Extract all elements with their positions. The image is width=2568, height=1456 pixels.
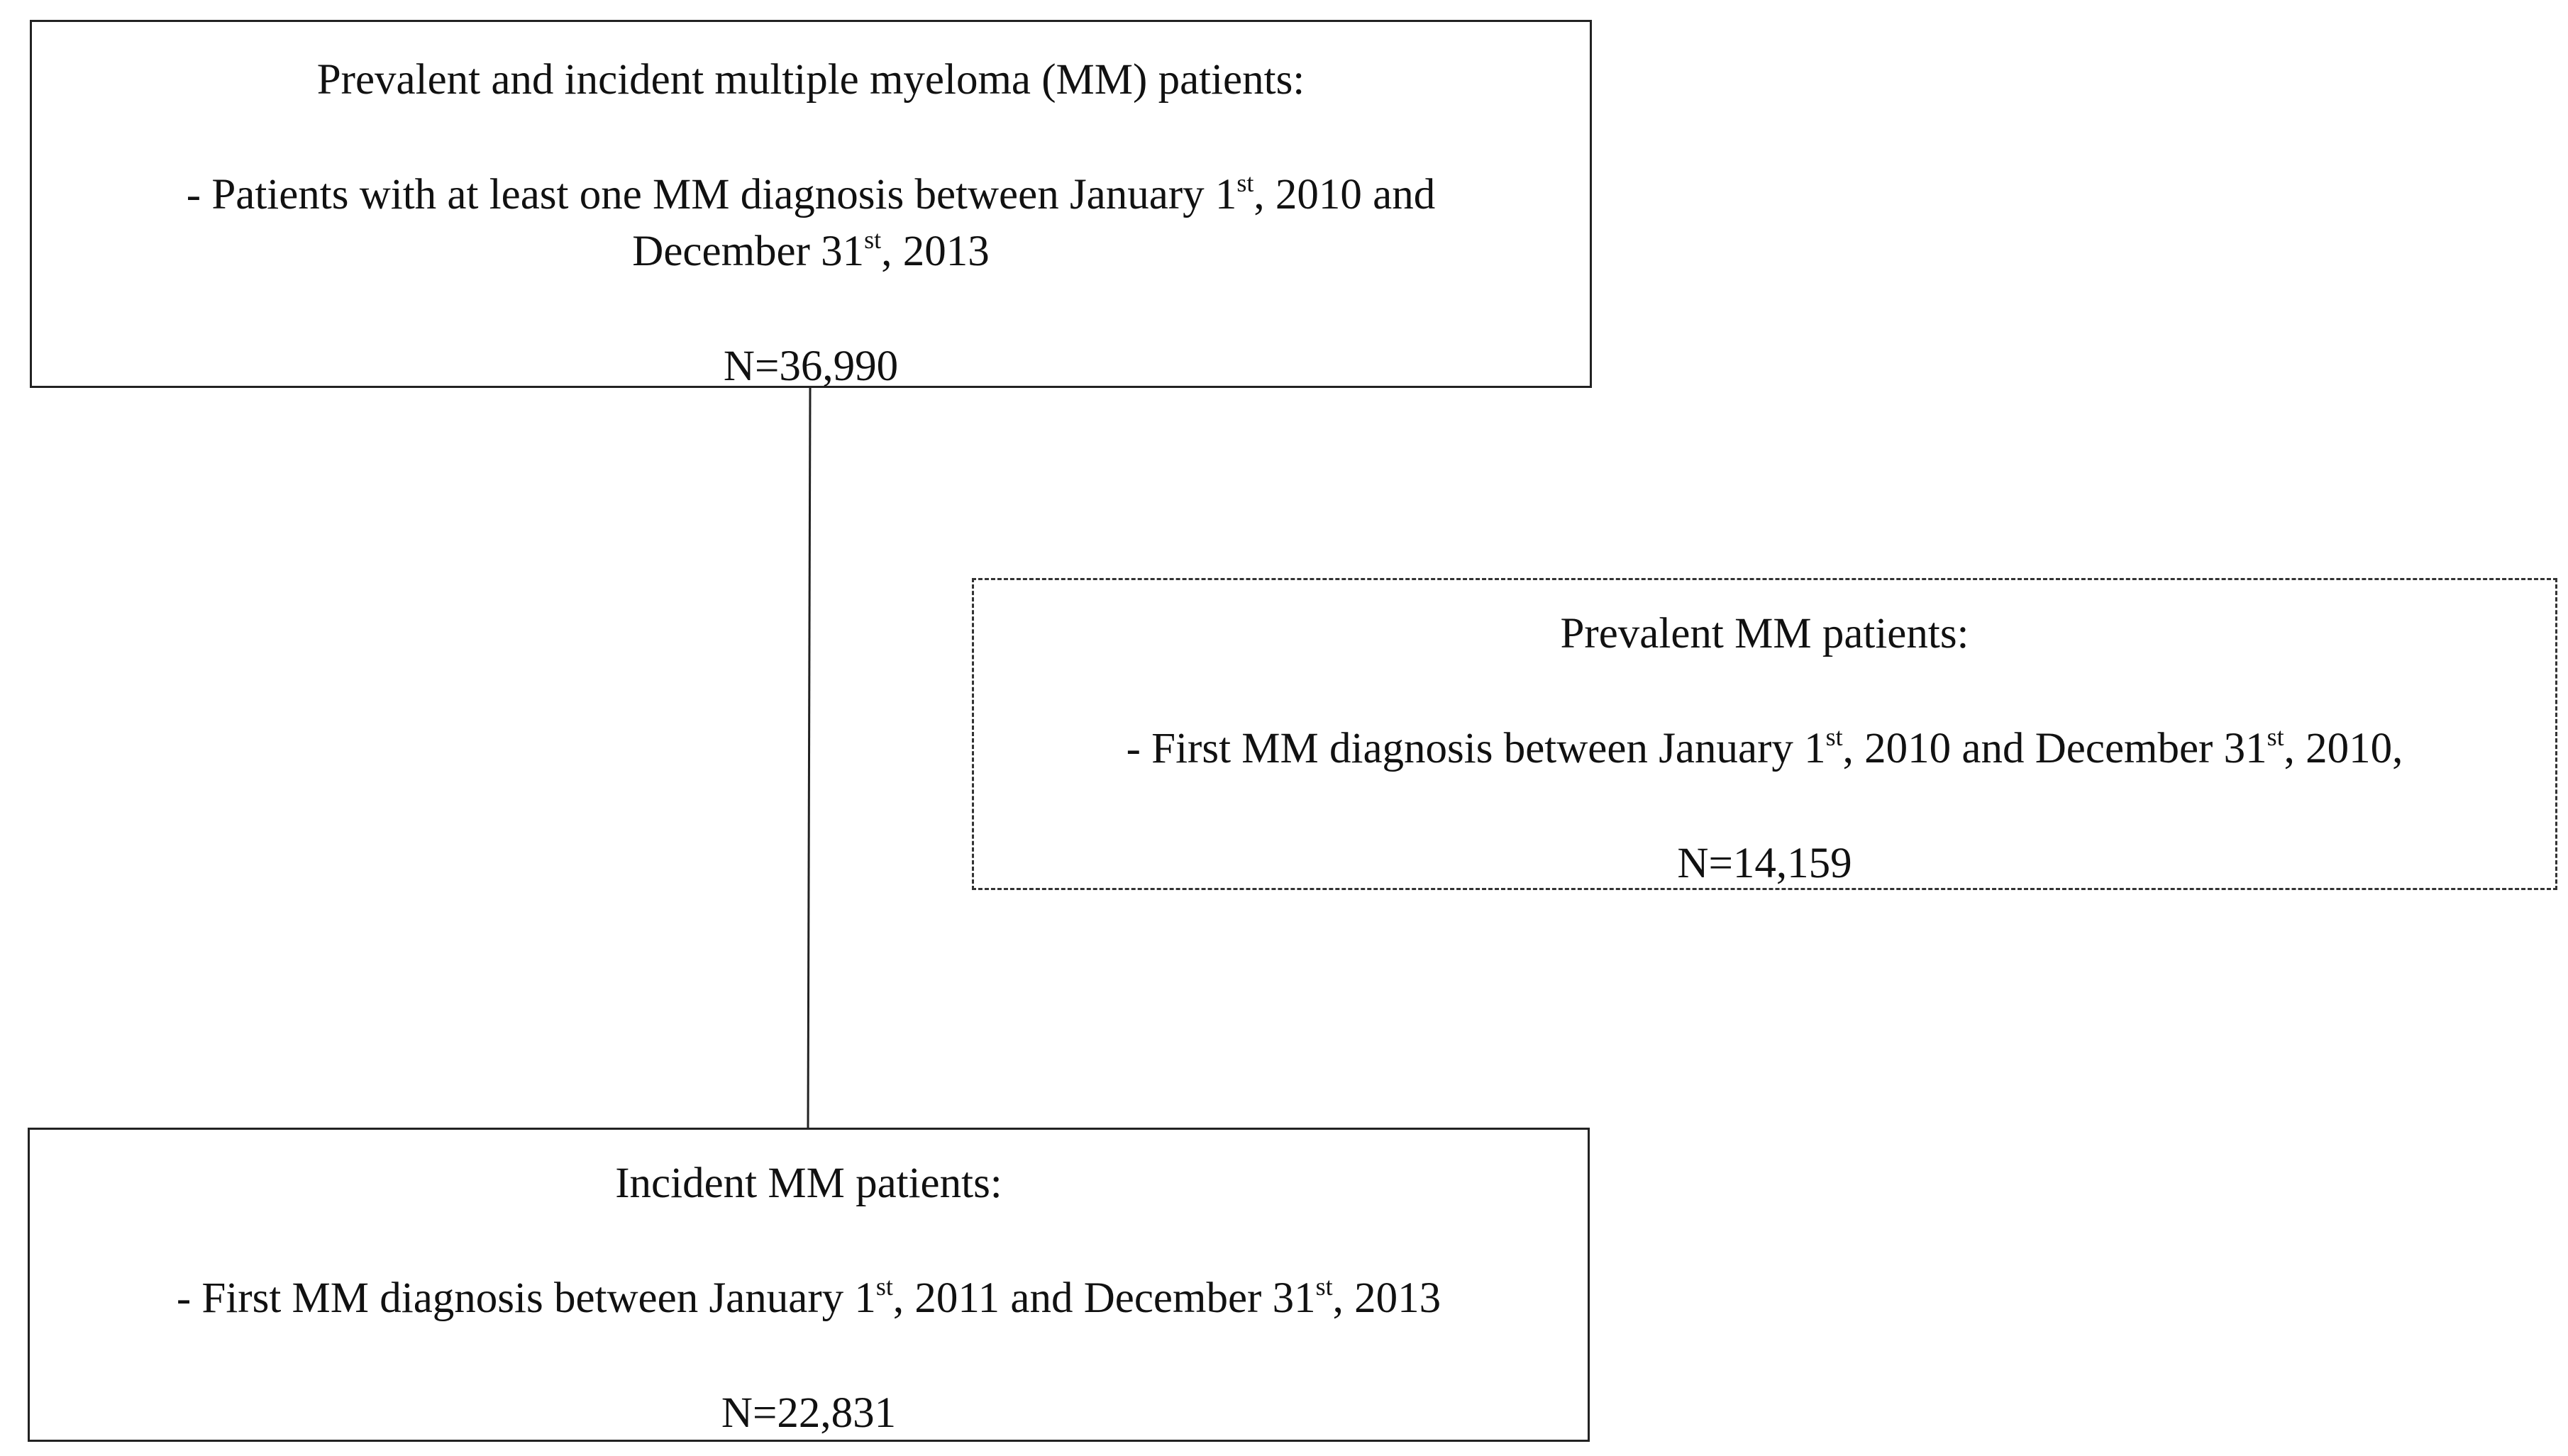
- all-patients-criteria-text3: December 31: [632, 228, 865, 275]
- all-patients-criteria-sup1: st: [1236, 169, 1254, 197]
- all-patients-count: N=36,990: [723, 343, 899, 390]
- all-patients-criteria-line2: [32, 223, 1590, 280]
- prevalent-patients-criteria: [974, 721, 2555, 777]
- incident-patients-criteria-sup2: st: [1315, 1272, 1333, 1301]
- prevalent-patients-criteria-sup2: st: [2267, 723, 2284, 751]
- prevalent-patients-criteria-sup1: st: [1825, 723, 1843, 751]
- incident-patients-count: N=22,831: [721, 1389, 897, 1437]
- prevalent-patients-count: N=14,159: [1677, 840, 1852, 887]
- all-patients-criteria-text1: - Patients with at least one MM diagnosis between January 1: [186, 171, 1237, 218]
- all-patients-criteria-text4: , 2013: [881, 228, 990, 275]
- incident-patients-criteria-text2: , 2011 and December 31: [892, 1274, 1316, 1322]
- incident-patients-criteria-text1: - First MM diagnosis between January 1: [176, 1274, 876, 1322]
- prevalent-patients-box: [972, 578, 2557, 890]
- incident-patients-criteria-sup1: st: [875, 1272, 893, 1301]
- all-patients-criteria-text2: , 2010 and: [1253, 171, 1436, 218]
- prevalent-patients-criteria-text3: , 2010,: [2284, 725, 2403, 772]
- all-patients-title: Prevalent and incident multiple myeloma (MM) patients:: [316, 56, 1305, 104]
- incident-patients-title: Incident MM patients:: [615, 1160, 1002, 1207]
- incident-patients-criteria-text3: , 2013: [1332, 1274, 1441, 1322]
- prevalent-patients-criteria-text1: - First MM diagnosis between January 1: [1126, 725, 1826, 772]
- all-patients-criteria-sup2: st: [864, 226, 882, 254]
- incident-patients-box: [28, 1128, 1590, 1442]
- all-patients-criteria-line1: [32, 167, 1590, 223]
- prevalent-patients-criteria-text2: , 2010 and December 31: [1842, 725, 2267, 772]
- all-patients-box: [30, 20, 1592, 388]
- incident-patients-criteria: [30, 1270, 1588, 1327]
- connector-line: [808, 388, 810, 1128]
- prevalent-patients-title: Prevalent MM patients:: [1560, 610, 1969, 657]
